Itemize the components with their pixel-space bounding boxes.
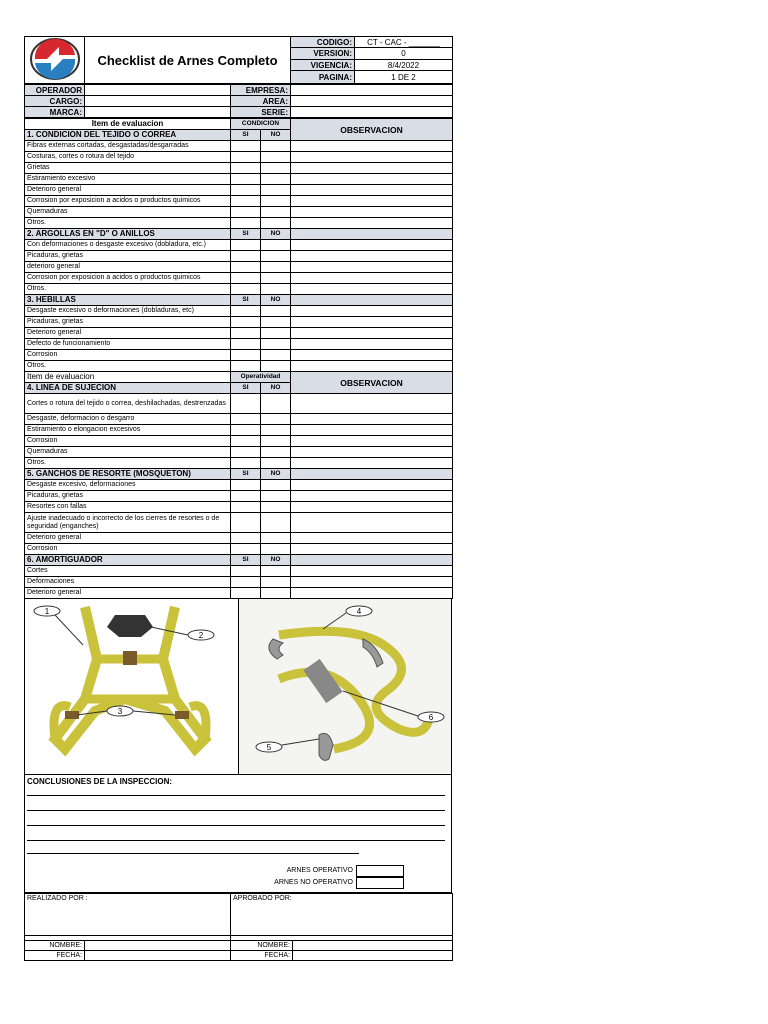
observacion-cell[interactable] [291, 251, 453, 262]
observacion-cell[interactable] [291, 544, 453, 555]
no-check-cell[interactable] [261, 394, 291, 414]
no-check-cell[interactable] [261, 174, 291, 185]
codigo-label: CODIGO: [291, 37, 355, 48]
observacion-cell[interactable] [291, 317, 453, 328]
version-value[interactable]: 0 [355, 48, 453, 59]
checklist-item-label: Ajuste inadecuado o incorrecto de los cierres de resortes o de seguridad (enganches) [25, 513, 231, 533]
vigencia-label: VIGENCIA: [291, 59, 355, 70]
si-check-cell[interactable] [231, 588, 261, 599]
no-check-cell[interactable] [261, 196, 291, 207]
no-header: NO [261, 555, 291, 566]
observacion-cell[interactable] [291, 229, 453, 240]
no-check-cell[interactable] [261, 141, 291, 152]
si-header: SI [231, 229, 261, 240]
observacion-cell[interactable] [291, 566, 453, 577]
si-check-cell[interactable] [231, 480, 261, 491]
checklist-item-label: Picaduras, grietas [25, 491, 231, 502]
si-check-cell[interactable] [231, 566, 261, 577]
observacion-cell[interactable] [291, 284, 453, 295]
observacion-cell[interactable] [291, 480, 453, 491]
conclusion-line[interactable] [27, 840, 445, 841]
no-check-cell[interactable] [261, 185, 291, 196]
si-check-cell[interactable] [231, 414, 261, 425]
no-header: NO [261, 383, 291, 394]
si-check-cell[interactable] [231, 207, 261, 218]
reference-images [24, 599, 452, 775]
harness-image [25, 599, 238, 774]
si-check-cell[interactable] [231, 317, 261, 328]
no-check-cell[interactable] [261, 317, 291, 328]
observacion-cell[interactable] [291, 196, 453, 207]
column-header-operatividad: Operatividad [231, 372, 291, 383]
aprobado-fecha-field[interactable] [293, 951, 453, 961]
si-check-cell[interactable] [231, 361, 261, 372]
si-check-cell[interactable] [231, 218, 261, 229]
checklist-item-label: Deterioro general [25, 328, 231, 339]
si-check-cell[interactable] [231, 394, 261, 414]
checklist-item-label: Corrosion [25, 436, 231, 447]
area-label: AREA: [231, 96, 291, 107]
lanyard-label-4: 4 [356, 607, 361, 616]
version-label: VERSION: [291, 48, 355, 59]
checklist-sheet [24, 36, 452, 961]
no-check-cell[interactable] [261, 577, 291, 588]
checklist-item-label: Desgaste excesivo o deformaciones (dobladuras, etc) [25, 306, 231, 317]
si-check-cell[interactable] [231, 284, 261, 295]
operador-field[interactable] [85, 85, 231, 96]
marca-label: MARCA: [25, 107, 85, 118]
no-check-cell[interactable] [261, 251, 291, 262]
conclusion-line[interactable] [27, 810, 445, 811]
observacion-cell[interactable] [291, 533, 453, 544]
no-check-cell[interactable] [261, 513, 291, 533]
cargo-label: CARGO: [25, 96, 85, 107]
aprobado-fecha-label: FECHA: [231, 951, 293, 961]
si-check-cell[interactable] [231, 163, 261, 174]
no-check-cell[interactable] [261, 533, 291, 544]
si-check-cell[interactable] [231, 185, 261, 196]
checklist-item-label: Deformaciones [25, 577, 231, 588]
empresa-field[interactable] [291, 85, 453, 96]
column-header-observacion: OBSERVACION [291, 372, 453, 394]
checklist-item-label: Corrosion [25, 350, 231, 361]
observacion-cell[interactable] [291, 152, 453, 163]
observacion-cell[interactable] [291, 458, 453, 469]
checklist-item-label: Otros. [25, 458, 231, 469]
pagina-label: PAGINA: [291, 71, 355, 84]
si-check-cell[interactable] [231, 577, 261, 588]
observacion-cell[interactable] [291, 163, 453, 174]
cargo-field[interactable] [85, 96, 231, 107]
si-header: SI [231, 383, 261, 394]
checklist-item-label: Corrosion por exposicion a acidos o productos quimicos [25, 273, 231, 284]
si-check-cell[interactable] [231, 458, 261, 469]
section-title: 5. GANCHOS DE RESORTE (MOSQUETON) [25, 469, 231, 480]
si-check-cell[interactable] [231, 544, 261, 555]
si-check-cell[interactable] [231, 502, 261, 513]
area-field[interactable] [291, 96, 453, 107]
no-check-cell[interactable] [261, 425, 291, 436]
realizado-fecha-field[interactable] [85, 951, 231, 961]
aprobado-label: APROBADO POR: [231, 894, 453, 904]
empresa-label: EMPRESA: [231, 85, 291, 96]
no-header: NO [261, 229, 291, 240]
no-check-cell[interactable] [261, 152, 291, 163]
si-check-cell[interactable] [231, 447, 261, 458]
lanyard-label-5: 5 [266, 743, 271, 752]
no-header: NO [261, 295, 291, 306]
observacion-cell[interactable] [291, 218, 453, 229]
observacion-cell[interactable] [291, 328, 453, 339]
si-check-cell[interactable] [231, 196, 261, 207]
observacion-cell[interactable] [291, 339, 453, 350]
no-check-cell[interactable] [261, 284, 291, 295]
conclusion-line[interactable] [27, 853, 359, 854]
codigo-value[interactable]: CT - CAC - _______ [355, 37, 453, 48]
header-table [24, 36, 453, 84]
si-check-cell[interactable] [231, 436, 261, 447]
checklist-item-label: Otros. [25, 361, 231, 372]
no-header: NO [261, 130, 291, 141]
no-check-cell[interactable] [261, 240, 291, 251]
si-header: SI [231, 295, 261, 306]
checklist-item-label: Desgaste, deformacion o desgarro [25, 414, 231, 425]
observacion-cell[interactable] [291, 207, 453, 218]
si-check-cell[interactable] [231, 425, 261, 436]
si-header: SI [231, 130, 261, 141]
conclusion-line[interactable] [27, 795, 445, 796]
realizado-fecha-label: FECHA: [25, 951, 85, 961]
observacion-cell[interactable] [291, 174, 453, 185]
no-check-cell[interactable] [261, 361, 291, 372]
harness-label-2: 2 [198, 631, 204, 640]
observacion-cell[interactable] [291, 185, 453, 196]
conclusion-line[interactable] [27, 825, 445, 826]
no-check-cell[interactable] [261, 306, 291, 317]
observacion-cell[interactable] [291, 350, 453, 361]
section-title: 6. AMORTIGUADOR [25, 555, 231, 566]
checklist-item-label: Defecto de funcionamiento [25, 339, 231, 350]
checklist-item-label: Quemaduras [25, 447, 231, 458]
signature-table [24, 893, 453, 961]
observacion-cell[interactable] [291, 295, 453, 306]
checklist-item-label: Deterioro general [25, 533, 231, 544]
info-table [24, 84, 453, 118]
checklist-item-label: Resortes con fallas [25, 502, 231, 513]
serie-label: SERIE: [231, 107, 291, 118]
column-header-item: Item de evaluacion [25, 119, 231, 130]
si-check-cell[interactable] [231, 262, 261, 273]
si-check-cell[interactable] [231, 533, 261, 544]
no-check-cell[interactable] [261, 273, 291, 284]
si-check-cell[interactable] [231, 152, 261, 163]
si-check-cell[interactable] [231, 240, 261, 251]
checklist-item-label: Grietas [25, 163, 231, 174]
column-header-condicion: CONDICION [231, 119, 291, 130]
observacion-cell[interactable] [291, 361, 453, 372]
operador-label: OPERADOR [25, 85, 85, 96]
checklist-item-label: Estiramiento excesivo [25, 174, 231, 185]
no-check-cell[interactable] [261, 491, 291, 502]
no-check-cell[interactable] [261, 447, 291, 458]
si-check-cell[interactable] [231, 339, 261, 350]
checklist-table [24, 118, 453, 599]
checklist-item-label: Desgaste excesivo, deformaciones [25, 480, 231, 491]
si-check-cell[interactable] [231, 273, 261, 284]
observacion-cell[interactable] [291, 240, 453, 251]
section-title: 2. ARGOLLAS EN "D" O ANILLOS [25, 229, 231, 240]
arnes-no-operativo-box[interactable] [356, 877, 404, 889]
checklist-item-label: Otros. [25, 218, 231, 229]
vigencia-value[interactable]: 8/4/2022 [355, 59, 453, 70]
observacion-cell[interactable] [291, 577, 453, 588]
si-header: SI [231, 555, 261, 566]
observacion-cell[interactable] [291, 306, 453, 317]
checklist-item-label: Deterioro general [25, 588, 231, 599]
si-check-cell[interactable] [231, 350, 261, 361]
arnes-operativo-label: ARNES OPERATIVO [286, 867, 353, 874]
checklist-item-label: Picaduras, grietas [25, 251, 231, 262]
aprobado-signature-area[interactable] [231, 904, 453, 936]
conclusions-section [24, 775, 452, 893]
column-header-observacion: OBSERVACION [291, 119, 453, 141]
observacion-cell[interactable] [291, 141, 453, 152]
section-title: 3. HEBILLAS [25, 295, 231, 306]
no-check-cell[interactable] [261, 588, 291, 599]
harness-icon [25, 599, 230, 773]
aprobado-nombre-field[interactable] [293, 941, 453, 951]
conclusions-title: CONCLUSIONES DE LA INSPECCION: [27, 777, 173, 786]
no-check-cell[interactable] [261, 544, 291, 555]
no-check-cell[interactable] [261, 502, 291, 513]
checklist-item-label: deterioro general [25, 262, 231, 273]
logo-cell [25, 37, 85, 84]
no-check-cell[interactable] [261, 480, 291, 491]
serie-field[interactable] [291, 107, 453, 118]
si-check-cell[interactable] [231, 141, 261, 152]
checklist-item-label: Cortes o rotura del tejido o correa, deshilachadas, destrenzadas [25, 394, 231, 414]
arnes-operativo-box[interactable] [356, 865, 404, 877]
no-check-cell[interactable] [261, 339, 291, 350]
no-check-cell[interactable] [261, 262, 291, 273]
company-logo-icon [29, 37, 81, 81]
checklist-item-label: Otros. [25, 284, 231, 295]
si-check-cell[interactable] [231, 513, 261, 533]
si-header: SI [231, 469, 261, 480]
section-title: 1. CONDICION DEL TEJIDO O CORREA [25, 130, 231, 141]
no-check-cell[interactable] [261, 163, 291, 174]
checklist-item-label: Fibras externas cortadas, desgastadas/desgarradas [25, 141, 231, 152]
si-check-cell[interactable] [231, 174, 261, 185]
observacion-cell[interactable] [291, 273, 453, 284]
no-check-cell[interactable] [261, 458, 291, 469]
realizado-nombre-label: NOMBRE: [25, 941, 85, 951]
si-check-cell[interactable] [231, 328, 261, 339]
no-check-cell[interactable] [261, 207, 291, 218]
checklist-item-label: Estiramiento o elongacion excesivos [25, 425, 231, 436]
lanyard-image [238, 599, 452, 774]
checklist-item-label: Corrosion [25, 544, 231, 555]
checklist-item-label: Picaduras, grietas [25, 317, 231, 328]
observacion-cell[interactable] [291, 414, 453, 425]
lanyard-label-6: 6 [428, 713, 433, 722]
no-check-cell[interactable] [261, 218, 291, 229]
harness-label-3: 3 [117, 707, 123, 716]
marca-field[interactable] [85, 107, 231, 118]
arnes-no-operativo-label: ARNES NO OPERATIVO [274, 879, 353, 886]
realizado-signature-area[interactable] [25, 904, 231, 936]
observacion-cell[interactable] [291, 491, 453, 502]
si-check-cell[interactable] [231, 306, 261, 317]
no-check-cell[interactable] [261, 436, 291, 447]
realizado-label: REALIZADO POR : [25, 894, 231, 904]
observacion-cell[interactable] [291, 447, 453, 458]
lanyard-icon [239, 599, 452, 773]
observacion-cell[interactable] [291, 588, 453, 599]
pagina-value[interactable]: 1 DE 2 [355, 71, 453, 84]
observacion-cell[interactable] [291, 555, 453, 566]
aprobado-nombre-label: NOMBRE: [231, 941, 293, 951]
observacion-cell[interactable] [291, 425, 453, 436]
observacion-cell[interactable] [291, 394, 453, 414]
no-check-cell[interactable] [261, 566, 291, 577]
no-check-cell[interactable] [261, 414, 291, 425]
observacion-cell[interactable] [291, 436, 453, 447]
si-check-cell[interactable] [231, 491, 261, 502]
si-check-cell[interactable] [231, 251, 261, 262]
no-check-cell[interactable] [261, 350, 291, 361]
realizado-nombre-field[interactable] [85, 941, 231, 951]
checklist-item-label: Costuras, cortes o rotura del tejido [25, 152, 231, 163]
checklist-item-label: Deterioro general [25, 185, 231, 196]
page-title: Checklist de Arnes Completo [85, 37, 291, 84]
no-check-cell[interactable] [261, 328, 291, 339]
harness-label-1: 1 [44, 607, 50, 616]
observacion-cell[interactable] [291, 513, 453, 533]
observacion-cell[interactable] [291, 262, 453, 273]
checklist-item-label: Quemaduras [25, 207, 231, 218]
column-header-item: Item de evaluacion [25, 372, 231, 383]
checklist-item-label: Con deformaciones o desgaste excesivo (dobladura, etc.) [25, 240, 231, 251]
checklist-item-label: Cortes [25, 566, 231, 577]
observacion-cell[interactable] [291, 469, 453, 480]
observacion-cell[interactable] [291, 502, 453, 513]
checklist-item-label: Corrosion por exposicion a acidos o productos quimicos [25, 196, 231, 207]
section-title: 4. LINEA DE SUJECION [25, 383, 231, 394]
no-header: NO [261, 469, 291, 480]
